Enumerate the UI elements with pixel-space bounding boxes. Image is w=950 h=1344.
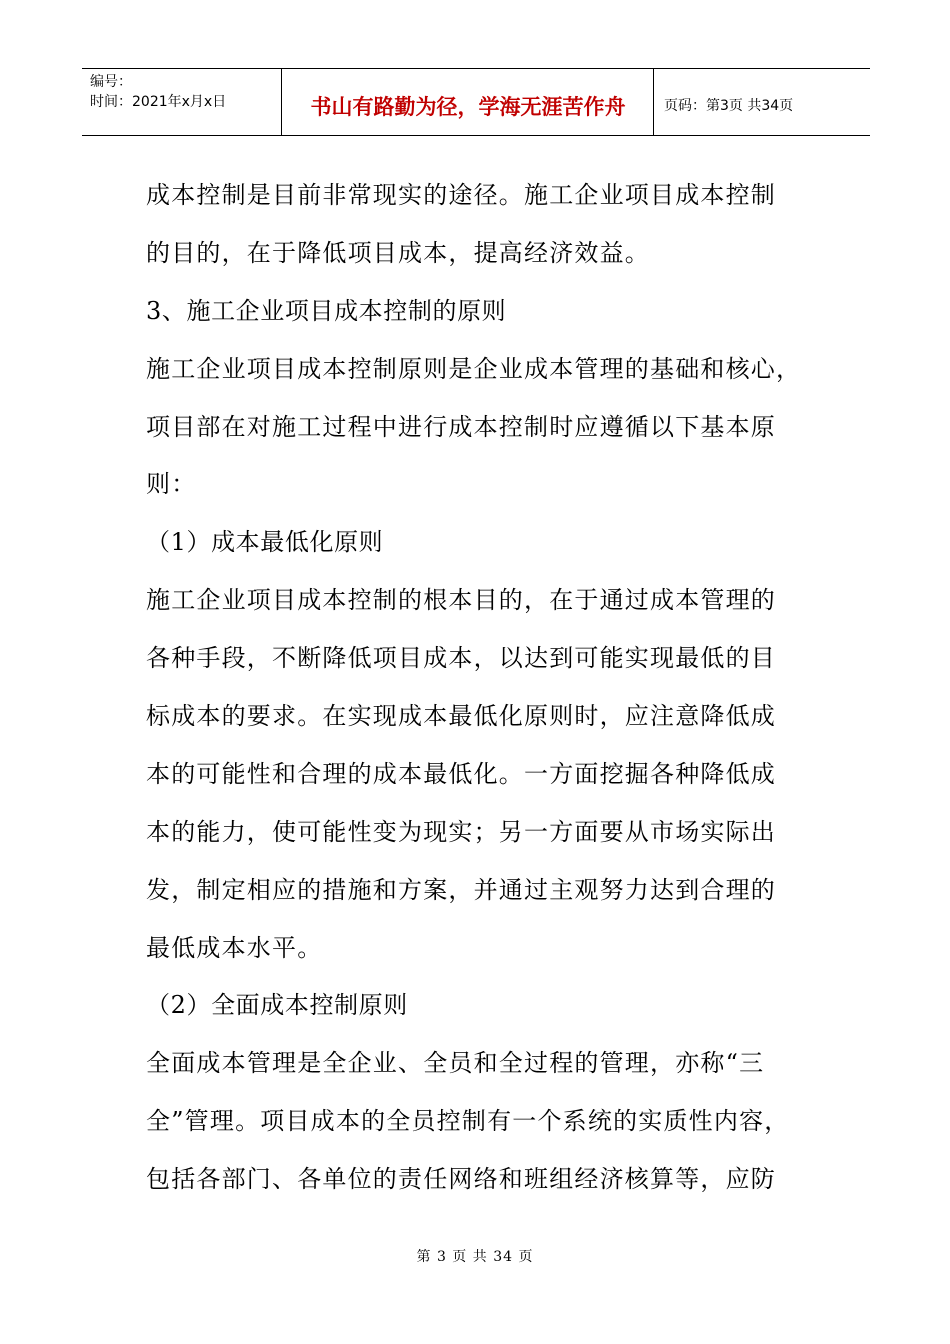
text-line: 发，制定相应的措施和方案，并通过主观努力达到合理的 bbox=[146, 875, 776, 904]
text-line: 最低成本水平。 bbox=[146, 933, 323, 962]
text-line: 各种手段，不断降低项目成本，以达到可能实现最低的目 bbox=[146, 644, 776, 673]
text-line: 则： bbox=[146, 470, 197, 499]
text-line: 本的可能性和合理的成本最低化。一方面挖掘各种降低成 bbox=[146, 759, 776, 788]
header-motto-cell bbox=[282, 69, 654, 135]
text-line: 全面成本管理是全企业、全员和全过程的管理，亦称“三 bbox=[146, 1049, 765, 1078]
page-header bbox=[82, 68, 870, 136]
text-line: 本的能力，使可能性变为现实；另一方面要从市场实际出 bbox=[146, 817, 776, 846]
subsection-heading: （2）全面成本控制原则 bbox=[146, 991, 408, 1020]
text-line: 标成本的要求。在实现成本最低化原则时，应注意降低成 bbox=[146, 702, 776, 731]
text-line: 的目的，在于降低项目成本，提高经济效益。 bbox=[146, 238, 650, 267]
subsection-heading: （1）成本最低化原则 bbox=[146, 528, 384, 557]
text-line: 包括各部门、各单位的责任网络和班组经济核算等，应防 bbox=[146, 1165, 776, 1194]
header-meta-cell bbox=[82, 69, 282, 135]
text-line: 项目部在对施工过程中进行成本控制时应遵循以下基本原 bbox=[146, 412, 776, 441]
document-code-label: 编号： bbox=[90, 74, 132, 90]
section-heading: 3、施工企业项目成本控制的原则 bbox=[146, 296, 507, 325]
header-motto: 书山有路勤为径，学海无涯苦作舟 bbox=[310, 95, 626, 119]
text-line: 施工企业项目成本控制原则是企业成本管理的基础和核心， bbox=[146, 354, 802, 383]
text-line: 全”管理。项目成本的全员控制有一个系统的实质性内容， bbox=[146, 1107, 790, 1136]
header-page-cell bbox=[654, 69, 870, 135]
text-line: 施工企业项目成本控制的根本目的，在于通过成本管理的 bbox=[146, 586, 776, 615]
text-line: 成本控制是目前非常现实的途径。施工企业项目成本控制 bbox=[146, 181, 776, 209]
header-page-number: 页码：第3页 共34页 bbox=[664, 98, 794, 114]
document-date-label: 时间：2021年x月x日 bbox=[90, 94, 227, 110]
body-text bbox=[146, 170, 806, 1212]
page-footer: 第 3 页 共 34 页 bbox=[416, 1249, 534, 1265]
